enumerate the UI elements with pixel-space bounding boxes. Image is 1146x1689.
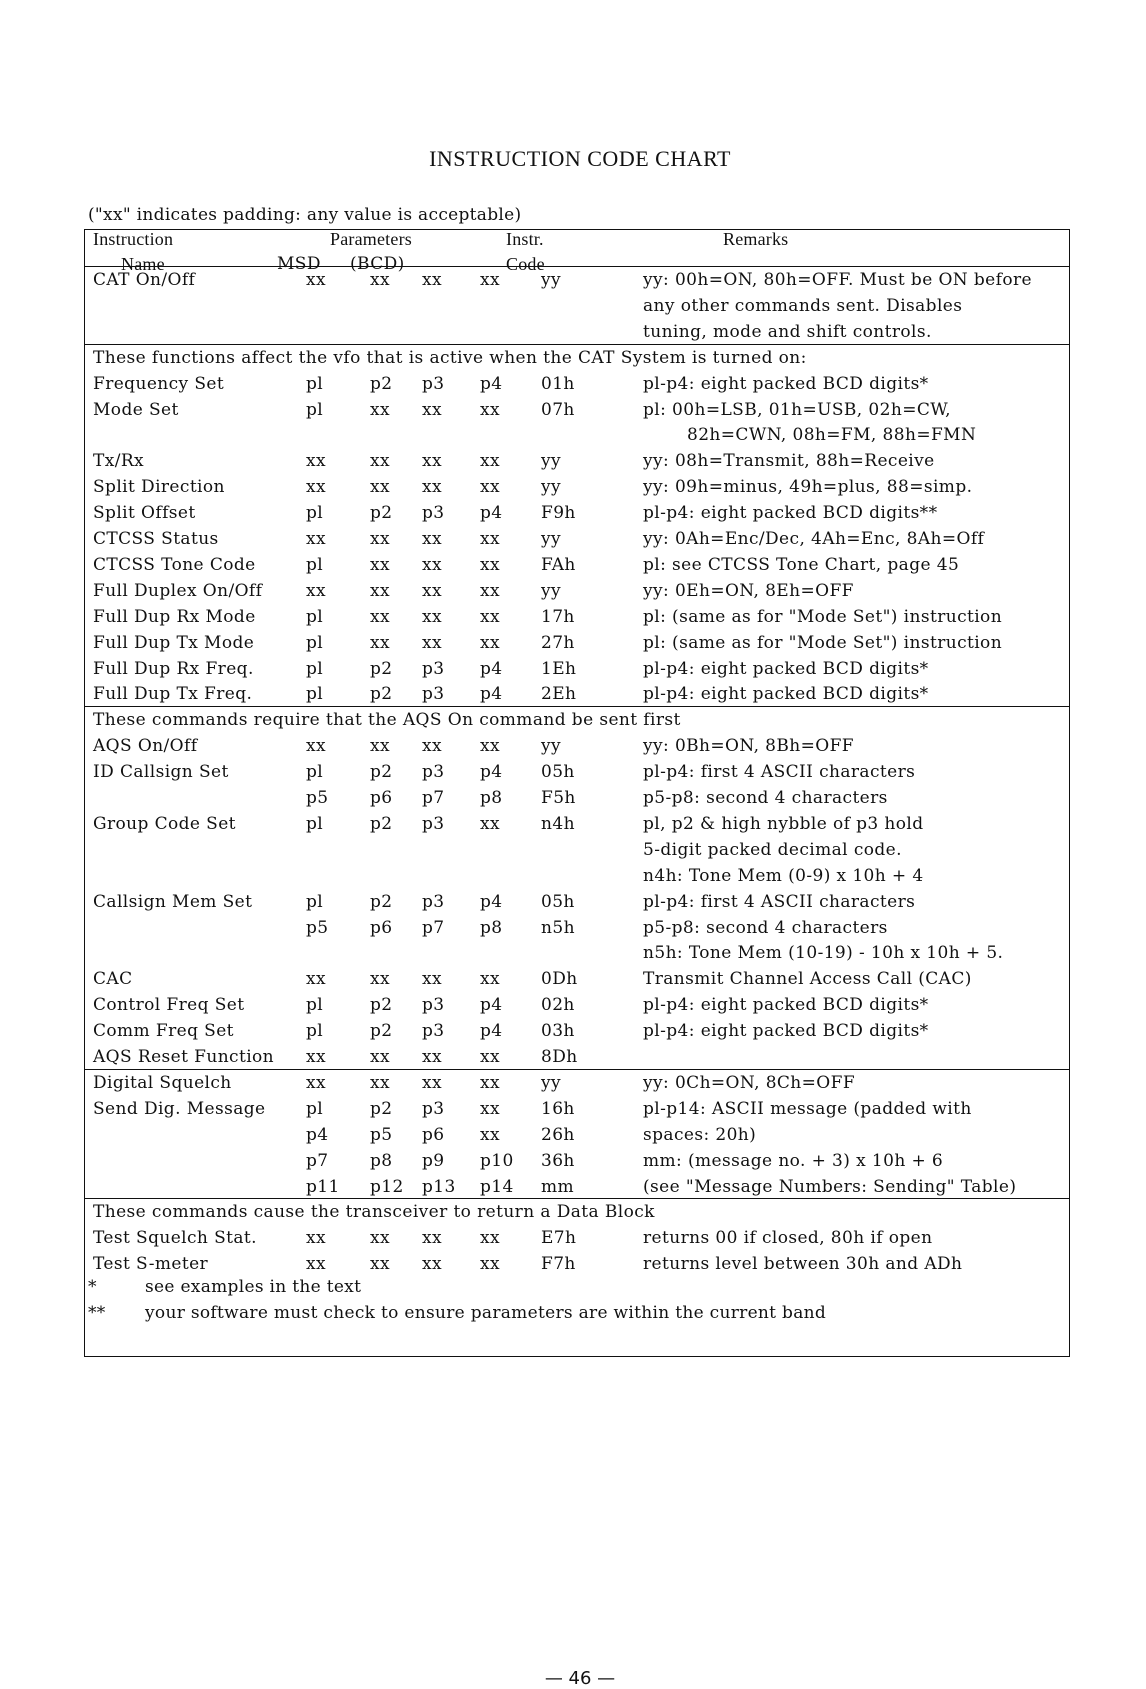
remark: pl-p4: eight packed BCD digits* xyxy=(643,995,929,1016)
parameter-2: p2 xyxy=(370,503,393,524)
remark: p5-p8: second 4 characters xyxy=(643,917,888,938)
parameter-4: xx xyxy=(480,580,500,601)
instruction-code: 07h xyxy=(541,399,575,420)
table-row xyxy=(85,1044,1069,1071)
parameter-2: p2 xyxy=(370,762,393,783)
footnote-mark: * xyxy=(88,1277,97,1297)
parameter-4: xx xyxy=(480,969,500,990)
parameter-3: xx xyxy=(422,451,442,472)
instruction-code: 36h xyxy=(541,1150,575,1171)
parameter-4: p10 xyxy=(480,1150,514,1171)
remark: 82h=CWN, 08h=FM, 88h=FMN xyxy=(687,425,977,446)
row-divider xyxy=(85,1069,1069,1070)
parameter-1: xx xyxy=(306,1228,326,1249)
parameter-3: xx xyxy=(422,477,442,498)
table-row xyxy=(85,1251,1069,1278)
parameter-2: p6 xyxy=(370,917,393,938)
table-row xyxy=(85,422,1069,449)
remark: yy: 08h=Transmit, 88h=Receive xyxy=(643,451,935,472)
parameter-1: xx xyxy=(306,580,326,601)
parameter-2: p2 xyxy=(370,1098,393,1119)
parameter-3: p3 xyxy=(422,813,445,834)
parameter-4: p8 xyxy=(480,788,503,808)
instruction-name: Group Code Set xyxy=(93,813,236,834)
parameter-2: p2 xyxy=(370,995,393,1016)
remark: yy: 0Bh=ON, 8Bh=OFF xyxy=(643,736,855,757)
instruction-name: Tx/Rx xyxy=(93,451,145,472)
remark: mm: (message no. + 3) x 10h + 6 xyxy=(643,1150,944,1171)
instruction-code: 03h xyxy=(541,1021,575,1042)
instruction-code: FAh xyxy=(541,554,576,575)
parameter-1: p5 xyxy=(306,788,329,808)
parameter-4: xx xyxy=(480,477,500,498)
instruction-code: yy xyxy=(541,451,562,472)
parameter-1: pl xyxy=(306,399,324,420)
parameter-2: xx xyxy=(370,1047,390,1067)
parameter-4: xx xyxy=(480,554,500,575)
header-msd: MSD xyxy=(277,254,321,274)
parameter-2: xx xyxy=(370,529,390,549)
parameter-1: xx xyxy=(306,529,326,549)
remark: yy: 0Ah=Enc/Dec, 4Ah=Enc, 8Ah=Off xyxy=(643,529,985,549)
instruction-code: 05h xyxy=(541,762,575,783)
parameter-1: pl xyxy=(306,554,324,575)
parameter-4: p4 xyxy=(480,891,503,912)
remark: pl: 00h=LSB, 01h=USB, 02h=CW, xyxy=(643,399,951,420)
instruction-name: Test S-meter xyxy=(93,1254,209,1275)
parameter-1: p7 xyxy=(306,1150,329,1171)
instruction-code: 27h xyxy=(541,632,575,653)
footnote-text: your software must check to ensure parameters are within the current band xyxy=(145,1303,827,1323)
remark: pl-p4: eight packed BCD digits* xyxy=(643,684,929,705)
padding-note: ("xx" indicates padding: any value is acceptable) xyxy=(88,205,522,225)
remark: pl: (same as for "Mode Set") instruction xyxy=(643,632,1003,653)
parameter-2: xx xyxy=(370,1254,390,1275)
page-title: INSTRUCTION CODE CHART xyxy=(429,146,731,171)
instruction-name: CAC xyxy=(93,969,133,990)
table-row xyxy=(85,681,1069,708)
instruction-name: Send Dig. Message xyxy=(93,1098,266,1119)
parameter-3: p9 xyxy=(422,1150,445,1171)
parameter-4: p4 xyxy=(480,658,503,679)
header-code: Code xyxy=(506,254,545,274)
parameter-1: xx xyxy=(306,1047,326,1067)
parameter-2: p2 xyxy=(370,1021,393,1042)
footnote-2 xyxy=(88,1303,826,1323)
table-row xyxy=(85,889,1069,916)
table-row xyxy=(85,604,1069,631)
table-row xyxy=(85,966,1069,993)
instruction-code: 02h xyxy=(541,995,575,1016)
instruction-name: Full Dup Tx Mode xyxy=(93,632,255,653)
instruction-name: Full Dup Rx Freq. xyxy=(93,658,254,679)
instruction-code: F7h xyxy=(541,1254,576,1275)
table-row xyxy=(85,1225,1069,1252)
parameter-4: xx xyxy=(480,606,500,627)
footnote-mark: ** xyxy=(88,1303,106,1323)
parameter-4: xx xyxy=(480,1098,500,1119)
parameter-3: xx xyxy=(422,736,442,757)
parameter-1: p5 xyxy=(306,917,329,938)
instruction-name: Split Offset xyxy=(93,503,196,524)
remark: pl, p2 & high nybble of p3 hold xyxy=(643,813,924,834)
instruction-name: Comm Freq Set xyxy=(93,1021,234,1042)
parameter-1: pl xyxy=(306,995,324,1016)
instruction-name: Test Squelch Stat. xyxy=(93,1228,257,1249)
parameter-2: xx xyxy=(370,270,390,290)
remark: pl-p4: first 4 ASCII characters xyxy=(643,762,916,783)
remark: pl: see CTCSS Tone Chart, page 45 xyxy=(643,554,960,575)
remark: yy: 09h=minus, 49h=plus, 88=simp. xyxy=(643,477,973,498)
table-row xyxy=(85,1070,1069,1097)
instruction-name: Full Dup Tx Freq. xyxy=(93,684,253,705)
parameter-2: xx xyxy=(370,477,390,498)
table-row xyxy=(85,1174,1069,1201)
parameter-1: xx xyxy=(306,1254,326,1275)
parameter-2: xx xyxy=(370,606,390,627)
instruction-code: E7h xyxy=(541,1228,577,1249)
header-parameters: Parameters xyxy=(330,229,412,249)
instruction-code: 0Dh xyxy=(541,969,578,990)
table-row xyxy=(85,837,1069,864)
parameter-4: xx xyxy=(480,1047,500,1067)
header-remarks: Remarks xyxy=(723,229,789,249)
instruction-code: yy xyxy=(541,736,562,757)
instruction-name: CAT On/Off xyxy=(93,270,196,290)
footnote-text: see examples in the text xyxy=(145,1277,362,1297)
parameter-1: pl xyxy=(306,658,324,679)
remark: n5h: Tone Mem (10-19) - 10h x 10h + 5. xyxy=(643,943,1004,964)
instruction-name: Frequency Set xyxy=(93,373,225,394)
parameter-3: p3 xyxy=(422,891,445,912)
parameter-2: xx xyxy=(370,1072,390,1093)
remark: spaces: 20h) xyxy=(643,1124,757,1145)
section-heading-row xyxy=(85,345,1069,372)
parameter-1: pl xyxy=(306,813,324,834)
parameter-3: p3 xyxy=(422,762,445,783)
remark: tuning, mode and shift controls. xyxy=(643,321,932,342)
parameter-1: p11 xyxy=(306,1176,340,1197)
table-row xyxy=(85,915,1069,942)
instruction-code: 2Eh xyxy=(541,684,577,705)
section-heading: These commands require that the AQS On command be sent first xyxy=(93,710,681,731)
parameter-3: xx xyxy=(422,632,442,653)
instruction-code: yy xyxy=(541,270,562,290)
parameter-1: p4 xyxy=(306,1124,329,1145)
instruction-name: Control Freq Set xyxy=(93,995,245,1016)
parameter-2: xx xyxy=(370,554,390,575)
parameter-3: p3 xyxy=(422,658,445,679)
remark: pl-p4: eight packed BCD digits* xyxy=(643,373,929,394)
parameter-3: xx xyxy=(422,580,442,601)
remark: pl-p4: first 4 ASCII characters xyxy=(643,891,916,912)
instruction-code: yy xyxy=(541,477,562,498)
parameter-4: p4 xyxy=(480,684,503,705)
parameter-4: xx xyxy=(480,1228,500,1249)
instruction-name: Digital Squelch xyxy=(93,1072,232,1093)
parameter-3: p7 xyxy=(422,917,445,938)
instruction-code: 26h xyxy=(541,1124,575,1145)
parameter-3: xx xyxy=(422,399,442,420)
parameter-4: p4 xyxy=(480,373,503,394)
remark: Transmit Channel Access Call (CAC) xyxy=(643,969,972,990)
table-row xyxy=(85,1148,1069,1175)
parameter-2: xx xyxy=(370,1228,390,1249)
parameter-3: p3 xyxy=(422,1021,445,1042)
parameter-2: p2 xyxy=(370,813,393,834)
parameter-1: pl xyxy=(306,1098,324,1119)
parameter-1: xx xyxy=(306,969,326,990)
parameter-1: pl xyxy=(306,891,324,912)
table-row xyxy=(85,992,1069,1019)
instruction-code: n4h xyxy=(541,813,575,834)
parameter-4: xx xyxy=(480,736,500,757)
row-divider xyxy=(85,266,1069,267)
parameter-4: p4 xyxy=(480,1021,503,1042)
instruction-code: yy xyxy=(541,1072,562,1093)
instruction-name: CTCSS Tone Code xyxy=(93,554,256,575)
instruction-table xyxy=(84,229,1070,1357)
table-row xyxy=(85,500,1069,527)
parameter-1: pl xyxy=(306,503,324,524)
parameter-2: p5 xyxy=(370,1124,393,1145)
table-row xyxy=(85,759,1069,786)
table-row xyxy=(85,293,1069,320)
parameter-1: xx xyxy=(306,270,326,290)
parameter-1: xx xyxy=(306,736,326,757)
parameter-4: xx xyxy=(480,1072,500,1093)
parameter-3: p7 xyxy=(422,788,445,808)
instruction-name: Full Duplex On/Off xyxy=(93,580,263,601)
parameter-1: pl xyxy=(306,1021,324,1042)
parameter-2: p2 xyxy=(370,891,393,912)
parameter-4: p8 xyxy=(480,917,503,938)
parameter-4: xx xyxy=(480,813,500,834)
parameter-4: xx xyxy=(480,1254,500,1275)
parameter-3: xx xyxy=(422,606,442,627)
instruction-name: AQS Reset Function xyxy=(93,1047,275,1067)
section-heading-row xyxy=(85,1199,1069,1226)
table-row xyxy=(85,863,1069,890)
table-row xyxy=(85,474,1069,501)
table-row xyxy=(85,1122,1069,1149)
table-row xyxy=(85,552,1069,579)
parameter-3: p6 xyxy=(422,1124,445,1145)
remark: 5-digit packed decimal code. xyxy=(643,839,902,860)
parameter-3: xx xyxy=(422,1228,442,1249)
parameter-3: p3 xyxy=(422,684,445,705)
parameter-3: p3 xyxy=(422,503,445,524)
table-row xyxy=(85,630,1069,657)
parameter-1: xx xyxy=(306,1072,326,1093)
parameter-3: p3 xyxy=(422,373,445,394)
instruction-code: yy xyxy=(541,580,562,601)
instruction-code: F5h xyxy=(541,788,576,808)
remark: yy: 00h=ON, 80h=OFF. Must be ON before xyxy=(643,270,1032,290)
header-name: Name xyxy=(121,254,165,274)
parameter-4: p4 xyxy=(480,503,503,524)
parameter-2: p6 xyxy=(370,788,393,808)
table-row xyxy=(85,733,1069,760)
remark: returns 00 if closed, 80h if open xyxy=(643,1228,933,1249)
instruction-code: n5h xyxy=(541,917,575,938)
parameter-2: p2 xyxy=(370,684,393,705)
parameter-2: p2 xyxy=(370,373,393,394)
instruction-code: 8Dh xyxy=(541,1047,578,1067)
instruction-code: 05h xyxy=(541,891,575,912)
instruction-code: 17h xyxy=(541,606,575,627)
table-row xyxy=(85,526,1069,553)
table-row xyxy=(85,656,1069,683)
parameter-3: p3 xyxy=(422,1098,445,1119)
remark: pl: (same as for "Mode Set") instruction xyxy=(643,606,1003,627)
parameter-4: p4 xyxy=(480,995,503,1016)
instruction-name: AQS On/Off xyxy=(93,736,198,757)
parameter-2: xx xyxy=(370,451,390,472)
row-divider xyxy=(85,1198,1069,1199)
remark: yy: 0Ch=ON, 8Ch=OFF xyxy=(643,1072,856,1093)
table-row xyxy=(85,397,1069,424)
table-row xyxy=(85,811,1069,838)
parameter-4: p14 xyxy=(480,1176,514,1197)
instruction-code: 16h xyxy=(541,1098,575,1119)
parameter-1: xx xyxy=(306,451,326,472)
remark: pl-p14: ASCII message (padded with xyxy=(643,1098,972,1119)
row-divider xyxy=(85,344,1069,345)
parameter-1: pl xyxy=(306,684,324,705)
parameter-3: xx xyxy=(422,1047,442,1067)
instruction-name: Callsign Mem Set xyxy=(93,891,253,912)
remark: pl-p4: eight packed BCD digits* xyxy=(643,1021,929,1042)
section-heading: These functions affect the vfo that is active when the CAT System is turned on: xyxy=(93,347,807,368)
table-row xyxy=(85,371,1069,398)
remark: pl-p4: eight packed BCD digits* xyxy=(643,658,929,679)
parameter-3: p3 xyxy=(422,995,445,1016)
parameter-2: p12 xyxy=(370,1176,404,1197)
section-heading: These commands cause the transceiver to return a Data Block xyxy=(93,1202,655,1223)
footnote-1 xyxy=(88,1277,361,1297)
page-number: — 46 — xyxy=(544,1668,616,1689)
parameter-4: xx xyxy=(480,399,500,420)
remark: n4h: Tone Mem (0-9) x 10h + 4 xyxy=(643,865,924,886)
instruction-name: Full Dup Rx Mode xyxy=(93,606,256,627)
parameter-3: xx xyxy=(422,1254,442,1275)
instruction-code: 1Eh xyxy=(541,658,577,679)
parameter-2: p8 xyxy=(370,1150,393,1171)
remark: returns level between 30h and ADh xyxy=(643,1254,963,1275)
parameter-1: pl xyxy=(306,762,324,783)
header-instr: Instr. xyxy=(506,229,544,249)
instruction-name: Mode Set xyxy=(93,399,179,420)
parameter-2: xx xyxy=(370,632,390,653)
parameter-4: xx xyxy=(480,529,500,549)
parameter-1: xx xyxy=(306,477,326,498)
parameter-4: xx xyxy=(480,1124,500,1145)
remark: any other commands sent. Disables xyxy=(643,295,963,316)
parameter-3: xx xyxy=(422,1072,442,1093)
header-instruction: Instruction xyxy=(93,229,174,249)
parameter-2: xx xyxy=(370,969,390,990)
table-row xyxy=(85,448,1069,475)
parameter-1: pl xyxy=(306,606,324,627)
section-heading-row xyxy=(85,707,1069,734)
parameter-2: xx xyxy=(370,736,390,757)
parameter-2: xx xyxy=(370,580,390,601)
parameter-2: xx xyxy=(370,399,390,420)
table-row xyxy=(85,319,1069,346)
header-bcd: (BCD) xyxy=(350,254,405,274)
instruction-name: ID Callsign Set xyxy=(93,762,229,783)
remark: (see "Message Numbers: Sending" Table) xyxy=(643,1176,1017,1197)
parameter-1: pl xyxy=(306,373,324,394)
parameter-4: xx xyxy=(480,451,500,472)
table-row xyxy=(85,578,1069,605)
table-row xyxy=(85,267,1069,294)
parameter-3: xx xyxy=(422,554,442,575)
remark: p5-p8: second 4 characters xyxy=(643,788,888,808)
parameter-3: xx xyxy=(422,529,442,549)
row-divider xyxy=(85,706,1069,707)
remark: yy: 0Eh=ON, 8Eh=OFF xyxy=(643,580,854,601)
parameter-3: xx xyxy=(422,969,442,990)
instruction-name: CTCSS Status xyxy=(93,529,219,549)
instruction-code: 01h xyxy=(541,373,575,394)
table-row xyxy=(85,785,1069,812)
parameter-4: xx xyxy=(480,270,500,290)
table-row xyxy=(85,1018,1069,1045)
parameter-2: p2 xyxy=(370,658,393,679)
instruction-code: mm xyxy=(541,1176,575,1197)
parameter-1: pl xyxy=(306,632,324,653)
instruction-code: F9h xyxy=(541,503,576,524)
parameter-3: p13 xyxy=(422,1176,456,1197)
remark: pl-p4: eight packed BCD digits** xyxy=(643,503,938,524)
instruction-name: Split Direction xyxy=(93,477,225,498)
parameter-3: xx xyxy=(422,270,442,290)
table-row xyxy=(85,1096,1069,1123)
table-row xyxy=(85,940,1069,967)
instruction-code: yy xyxy=(541,529,562,549)
parameter-4: p4 xyxy=(480,762,503,783)
parameter-4: xx xyxy=(480,632,500,653)
